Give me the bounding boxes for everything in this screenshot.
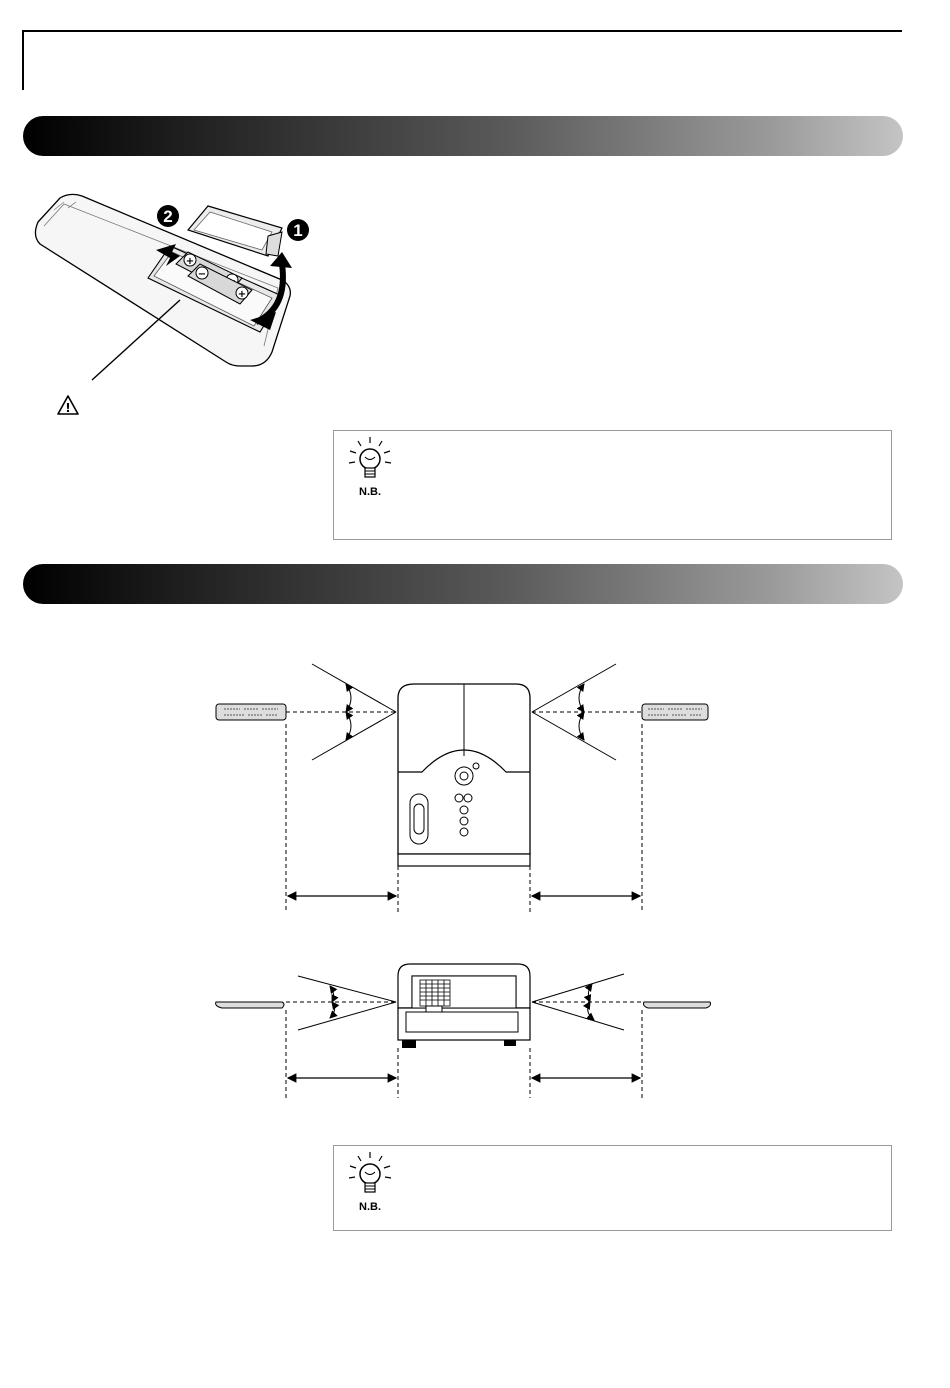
warning-triangle-icon bbox=[58, 396, 78, 415]
remote-control-left bbox=[216, 704, 286, 720]
remote-operating-range-figure bbox=[200, 650, 730, 1110]
section-header-band-install-batteries bbox=[23, 116, 903, 156]
remote-control-side-right bbox=[644, 1002, 711, 1008]
range-top-view bbox=[216, 664, 708, 912]
callout-leader-line bbox=[92, 300, 180, 380]
projector-top-view bbox=[398, 684, 530, 866]
nb-note-box-2 bbox=[333, 1145, 892, 1231]
side-right-beam-lines bbox=[532, 974, 644, 1030]
svg-text:!: ! bbox=[65, 401, 71, 415]
page-header-rule bbox=[22, 30, 902, 90]
battery-installation-figure bbox=[20, 180, 340, 430]
svg-text:1: 1 bbox=[293, 221, 303, 240]
plus-mark: + bbox=[237, 289, 247, 300]
svg-text:N.B.: N.B. bbox=[359, 1201, 381, 1213]
projector-rear-view bbox=[398, 964, 530, 1048]
plus-mark: + bbox=[185, 256, 195, 267]
remote-control-right bbox=[642, 704, 708, 720]
lightbulb-icon bbox=[346, 435, 398, 501]
svg-text:2: 2 bbox=[163, 207, 173, 226]
right-beam-lines bbox=[532, 664, 642, 760]
lightbulb-icon bbox=[346, 1150, 398, 1216]
range-side-view bbox=[216, 964, 711, 1098]
side-left-beam-lines bbox=[286, 976, 396, 1030]
section-header-band-operating-range bbox=[23, 564, 903, 604]
step-2-badge bbox=[157, 205, 179, 227]
step-1-badge bbox=[287, 219, 309, 241]
vent-grille bbox=[420, 980, 450, 1006]
nb-note-box-1 bbox=[333, 430, 892, 540]
svg-text:N.B.: N.B. bbox=[359, 486, 381, 498]
left-beam-lines bbox=[286, 664, 396, 760]
minus-mark: − bbox=[197, 269, 207, 280]
remote-control-side-left bbox=[216, 1002, 284, 1008]
